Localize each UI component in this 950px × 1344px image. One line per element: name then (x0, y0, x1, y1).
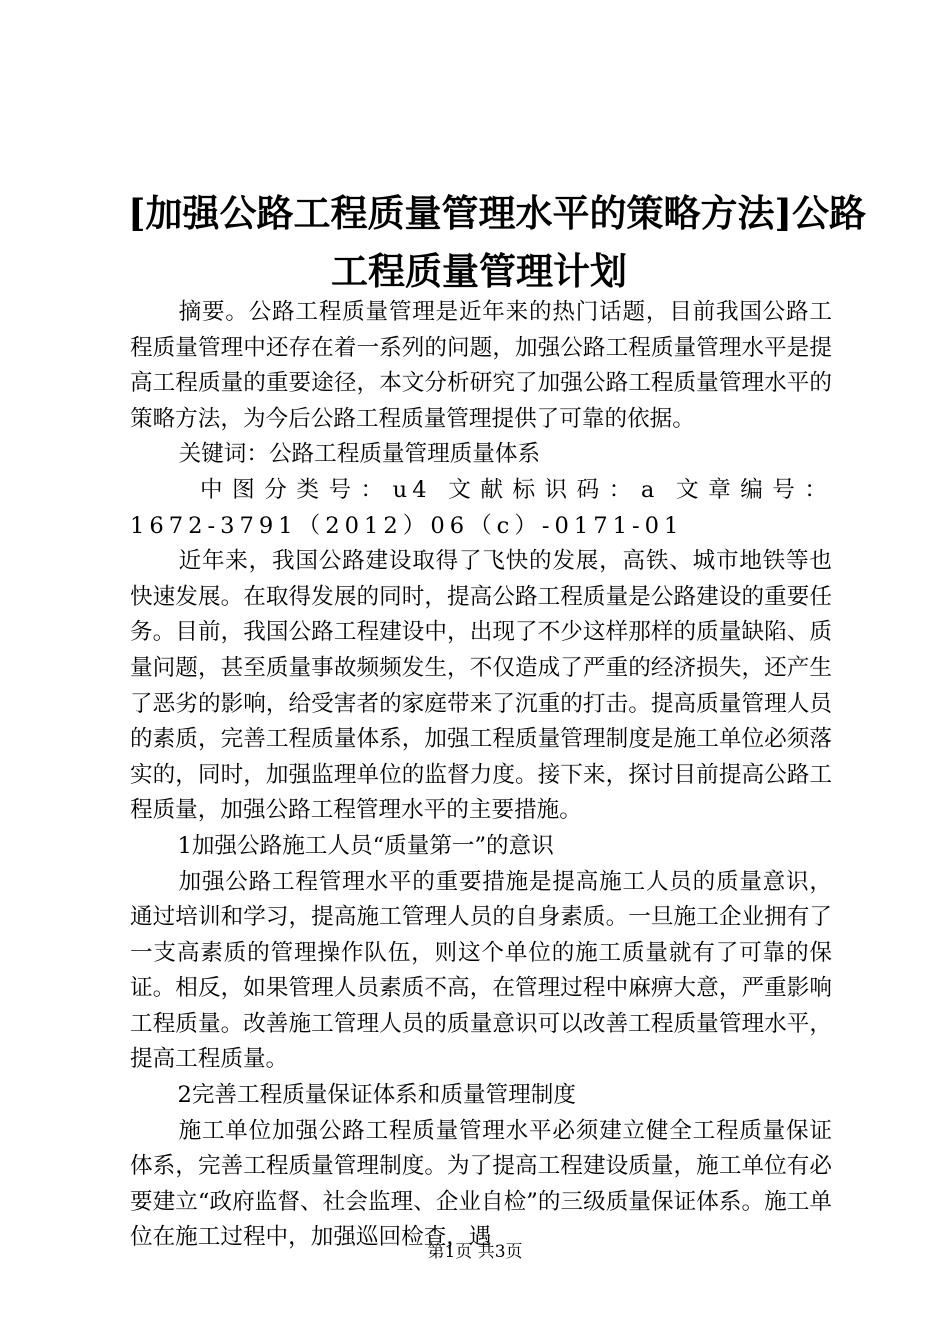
document-body (130, 295, 832, 1256)
section-2-paragraph: 施工单位加强公路工程质量管理水平必须建立健全工程质量保证体系，完善工程质量管理制度。为了提高工程建设质量，施工单位有必要建立“政府监督、社会监理、企业自检”的三级质量保证体系。施工单位在施工过程中，加强巡回检查，遇 (130, 1117, 832, 1251)
classification-paragraph: 中图分类号：u4 文献标识码：a 文章编号：1672-3791（2012）06（c）-0171-01 (130, 476, 832, 539)
document-title-line1: [加强公路工程质量管理水平的策略方法]公路 (128, 191, 867, 235)
keywords-paragraph: 关键词：公路工程质量管理质量体系 (178, 441, 541, 468)
section-1-paragraph: 加强公路工程管理水平的重要措施是提高施工人员的质量意识，通过培训和学习，提高施工管理人员的自身素质。一旦施工企业拥有了一支高素质的管理操作队伍，则这个单位的施工质量就有了可靠的保证。相反，如果管理人员素质不高，在管理过程中麻痹大意，严重影响工程质量。改善施工管理人员的质量意识可以改善工程质量管理水平，提高工程质量。 (130, 868, 832, 1073)
intro-paragraph: 近年来，我国公路建设取得了飞快的发展，高铁、城市地铁等也快速发展。在取得发展的同时，提高公路工程质量是公路建设的重要任务。目前，我国公路工程建设中，出现了不少这样那样的质量缺陷、质量问题，甚至质量事故频频发生，不仅造成了严重的经济损失，还产生了恶劣的影响，给受害者的家庭带来了沉重的打击。提高质量管理人员的素质，完善工程质量体系，加强工程质量管理制度是施工单位必须落实的，同时，加强监理单位的监督力度。接下来，探讨目前提高公路工程质量，加强公路工程管理水平的主要措施。 (130, 548, 832, 824)
abstract-paragraph: 摘要。公路工程质量管理是近年来的热门话题，目前我国公路工程质量管理中还存在着一系列的问题，加强公路工程质量管理水平是提高工程质量的重要途径，本文分析研究了加强公路工程质量管理水平的策略方法，为今后公路工程质量管理提供了可靠的依据。 (130, 299, 832, 432)
page-footer: 第1页 共3页 (427, 1242, 523, 1262)
document-title-line2: 工程质量管理计划 (331, 249, 627, 293)
section-heading-1: 1加强公路施工人员“质量第一”的意识 (177, 832, 554, 859)
section-heading-2: 2完善工程质量保证体系和质量管理制度 (177, 1082, 576, 1109)
